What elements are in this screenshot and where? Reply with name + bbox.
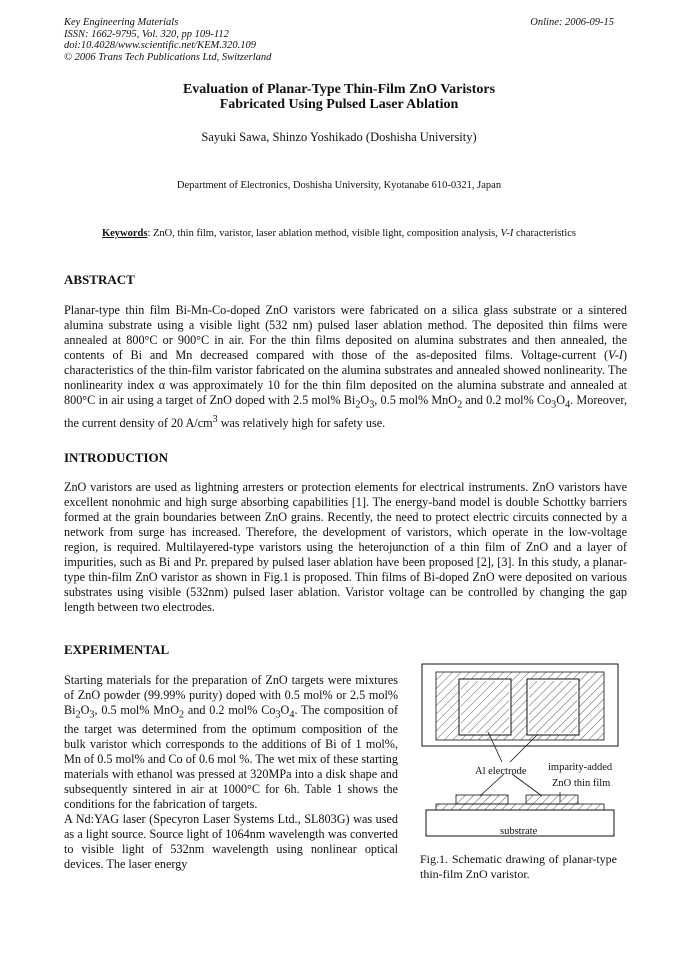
abstract-vi: V-I: [608, 348, 623, 362]
abstract-part: was relatively high for safety use.: [217, 416, 386, 431]
subscript: 2: [457, 399, 463, 411]
abstract-heading: ABSTRACT: [64, 272, 135, 287]
keywords: [0, 228, 678, 239]
experimental-part: O: [280, 703, 290, 717]
abstract-part: Planar-type thin film Bi-Mn-Co-doped ZnO varistors were fabricated on a silica glass substrate or a sintered alumina substrate using a visible light (532 nm) pulsed laser ablation method. The deposited thin films were annealed at 800°C or 900°C in air. For the thin films deposited on alumina substrates and then annealed, the contents of Bi and Mn decreased compared with those of the as-deposited films. Voltage-current (: [64, 303, 627, 362]
subscript: 4: [289, 709, 295, 721]
subscript: 3: [369, 399, 375, 411]
subscript: 4: [565, 399, 571, 411]
paper-title: [0, 82, 678, 112]
abstract-part: . Moreover, the current density of 20 A/cm: [64, 393, 628, 431]
experimental-part: and 0.2 mol% Co: [184, 703, 276, 717]
abstract-part: ) characteristics of the thin-film varistor fabricated on the alumina substrates and annealed showed nonlinearity. The nonlinearity index α was approximately 10 for the thin film deposited on the alumina substrate and annealed at 800°C in air using a target of ZnO doped with 2.5 mol% Bi: [64, 348, 627, 407]
label-imparity-added: imparity-added: [548, 762, 613, 773]
subscript: 3: [275, 709, 281, 721]
label-zno-thin-film: ZnO thin film: [552, 778, 611, 789]
experimental-part: , 0.5 mol% MnO: [94, 703, 180, 717]
experimental-text: [64, 673, 398, 872]
label-al-electrode: Al electrode: [475, 766, 527, 777]
subscript: 2: [179, 709, 185, 721]
title-line-1: Evaluation of Planar-Type Thin-Film ZnO Varistors: [182, 82, 496, 97]
keywords-text-end: characteristics: [513, 228, 577, 239]
experimental-part: O: [80, 703, 90, 717]
film-section: [436, 804, 604, 810]
authors: Sayuki Sawa, Shinzo Yoshikado (Doshisha University): [201, 130, 477, 144]
journal-header: [64, 17, 271, 63]
online-date: Online: 2006-09-15: [530, 17, 614, 28]
abstract-part: and 0.2 mol% Co: [462, 393, 552, 407]
issn: ISSN: 1662-9795, Vol. 320, pp 109-112: [64, 28, 229, 40]
superscript: 3: [212, 414, 218, 426]
abstract-part: O: [556, 393, 566, 407]
experimental-part: Starting materials for the preparation of ZnO targets were mixtures of ZnO powder (99.99% purity) doped with 0.5 mol% or 2.5 mol% Bi: [64, 673, 398, 717]
keywords-text: : ZnO, thin film, varistor, laser ablation method, visible light, composition analysis,: [147, 228, 501, 239]
subscript: 2: [75, 709, 81, 721]
experimental-heading: EXPERIMENTAL: [64, 642, 170, 657]
subscript: 3: [551, 399, 557, 411]
copyright: © 2006 Trans Tech Publications Ltd, Switzerland: [64, 51, 272, 63]
abstract-part: O: [360, 393, 370, 407]
journal-name: Key Engineering Materials: [64, 17, 179, 28]
electrode-section-left: [456, 795, 508, 804]
label-substrate: substrate: [500, 826, 538, 837]
figure-1-schematic: [420, 662, 620, 848]
experimental-part: . The composition of the target was determined from the optimum composition of the bulk varistor which corresponds to the additions of Bi of 1 mol%, Mn of 0.5 mol% and Co of 0.6 mol %. The wet mix of these starting materials with ethanol was pressed at 320MPa into a disk shape and subsequently sintered in air at 1000°C for 6h. Table 1 shows the conditions for the fabrication of targets.: [64, 703, 399, 812]
doi: doi:10.4028/www.scientific.net/KEM.320.109: [64, 40, 256, 51]
figure-1-caption: Fig.1. Schematic drawing of planar-type thin-film ZnO varistor.: [420, 852, 617, 881]
electrode-section-right: [526, 795, 578, 804]
introduction-text: ZnO varistors are used as lightning arresters or protection elements for electrical instruments. ZnO varistors have excellent nonohmic and high surge absorbing capabilities [1]. The energy-band model is double Schottky barriers formed at the grain boundaries between ZnO grains. Recently, the need to protect electric circuits connected by a network from surge has increased. Therefore, the development of varistors, which operate in the low-voltage region, is required. Multilayered-type varistors using the heterojunction of a thin film of ZnO and a layer of impurities, such as Bi and Pr. prepared by pulsed laser ablation have been proposed [2], [3]. In this study, a planar-type thin-film ZnO varistor as shown in Fig.1 is proposed. Thin films of Bi-doped ZnO were deposited on various substrates using visible (532nm) pulsed laser ablation. Varistor voltage can be controlled by changing the gap length between two electrodes.: [64, 480, 627, 614]
affiliation: Department of Electronics, Doshisha University, Kyotanabe 610-0321, Japan: [176, 180, 502, 191]
title-line-2: Fabricated Using Pulsed Laser Ablation: [219, 97, 459, 112]
keywords-label: Keywords: [101, 228, 148, 239]
keywords-vi: V-I: [500, 228, 514, 239]
subscript: 3: [89, 709, 95, 721]
abstract-part: , 0.5 mol% MnO: [374, 393, 458, 407]
subscript: 2: [355, 399, 361, 411]
experimental-paragraph-2: A Nd:YAG laser (Specyron Laser Systems Ltd., SL803G) was used as a light source. Source light of 1064nm wavelength was converted to visible light of 532nm wavelength using nonlinear optical devices. The laser energy: [64, 812, 398, 872]
introduction-heading: INTRODUCTION: [64, 450, 169, 465]
abstract-text: [64, 303, 627, 432]
